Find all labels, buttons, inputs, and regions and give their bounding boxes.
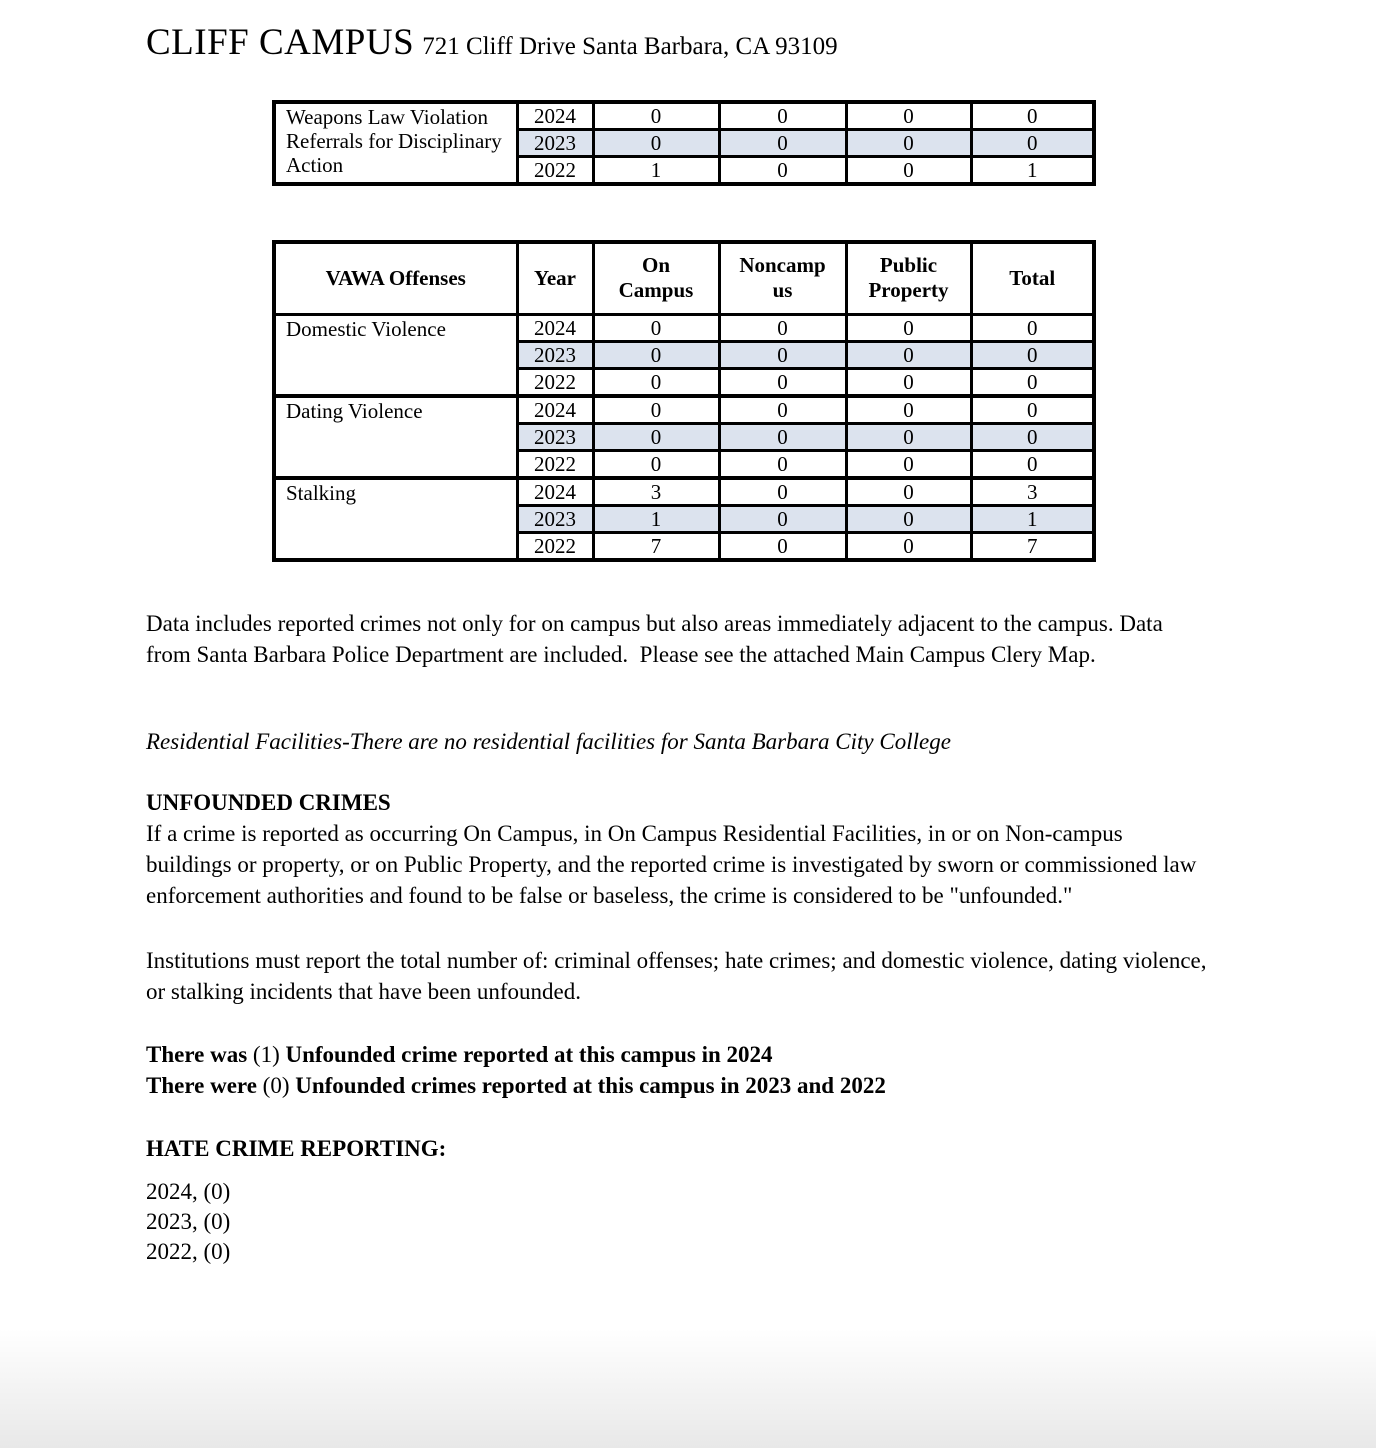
value-cell: 0 [719, 102, 846, 130]
statement-count: (0) [262, 1072, 290, 1098]
value-cell: 0 [846, 423, 971, 450]
value-cell: 7 [971, 532, 1094, 560]
column-header-vawa-offenses: VAWA Offenses [274, 242, 517, 314]
year-cell: 2023 [517, 130, 593, 157]
unfounded-crimes-body: If a crime is reported as occurring On Campus, in On Campus Residential Facilities, in or on Non-campus buildings or property, or on Public Property, and the reported crime is investigated by sworn or commissioned law enforcement authorities and found to be false or baseless, the crime is considered to be "unfounded." [146, 820, 1197, 908]
table-row [274, 314, 1094, 341]
year-cell: 2024 [517, 314, 593, 341]
value-cell: 0 [846, 102, 971, 130]
year-cell: 2022 [517, 157, 593, 185]
value-cell: 0 [719, 450, 846, 478]
table-row [274, 102, 1094, 130]
value-cell: 3 [971, 478, 1094, 506]
year-cell: 2024 [517, 478, 593, 506]
value-cell: 0 [719, 505, 846, 532]
value-cell: 0 [971, 368, 1094, 396]
value-cell: 0 [846, 130, 971, 157]
offense-label-cell: Domestic Violence [274, 314, 517, 396]
value-cell: 0 [593, 423, 719, 450]
column-header-label: Noncampus [739, 253, 826, 303]
hate-crime-year-line: 2022, (0) [146, 1238, 231, 1264]
value-cell: 0 [846, 314, 971, 341]
value-cell: 0 [971, 102, 1094, 130]
column-header-label: On Campus [618, 253, 694, 303]
statement-prefix: There were [146, 1072, 263, 1098]
statement-count: (1) [252, 1041, 280, 1067]
table-row [274, 478, 1094, 506]
hate-crime-reporting-heading: HATE CRIME REPORTING: [146, 1135, 447, 1161]
offense-label-cell: Stalking [274, 478, 517, 560]
value-cell: 0 [719, 532, 846, 560]
year-cell: 2023 [517, 341, 593, 368]
hate-crime-year-line: 2024, (0) [146, 1178, 231, 1204]
value-cell: 0 [846, 341, 971, 368]
year-cell: 2022 [517, 368, 593, 396]
value-cell: 3 [593, 478, 719, 506]
value-cell: 0 [846, 396, 971, 424]
value-cell: 0 [846, 478, 971, 506]
value-cell: 1 [971, 505, 1094, 532]
year-cell: 2024 [517, 102, 593, 130]
weapons-table [272, 100, 1096, 186]
value-cell: 0 [846, 505, 971, 532]
column-header-year: Year [517, 242, 593, 314]
value-cell: 0 [846, 157, 971, 185]
statement-suffix: Unfounded crime reported at this campus in 2024 [279, 1041, 773, 1067]
value-cell: 0 [719, 396, 846, 424]
value-cell: 0 [593, 368, 719, 396]
statement-suffix: Unfounded crimes reported at this campus in 2023 and 2022 [289, 1072, 886, 1098]
hate-crime-year-line: 2023, (0) [146, 1208, 231, 1234]
offense-label-cell: Dating Violence [274, 396, 517, 478]
value-cell: 0 [971, 450, 1094, 478]
value-cell: 0 [719, 130, 846, 157]
value-cell: 0 [719, 423, 846, 450]
vawa-table [272, 240, 1096, 562]
value-cell: 0 [593, 341, 719, 368]
page-bottom-fade [0, 1328, 1376, 1448]
table-row [274, 396, 1094, 424]
unfounded-statements [146, 1039, 1212, 1101]
value-cell: 0 [846, 532, 971, 560]
page-header [146, 0, 1376, 64]
value-cell: 0 [971, 341, 1094, 368]
year-cell: 2024 [517, 396, 593, 424]
value-cell: 0 [971, 130, 1094, 157]
value-cell: 1 [971, 157, 1094, 185]
value-cell: 0 [593, 102, 719, 130]
statement-prefix: There was [146, 1041, 253, 1067]
value-cell: 1 [593, 157, 719, 185]
value-cell: 0 [719, 341, 846, 368]
unfounded-statement-2023-2022 [146, 1070, 1212, 1101]
value-cell: 0 [971, 423, 1094, 450]
year-cell: 2023 [517, 423, 593, 450]
value-cell: 0 [593, 130, 719, 157]
value-cell: 0 [593, 450, 719, 478]
value-cell: 0 [719, 478, 846, 506]
value-cell: 0 [593, 396, 719, 424]
table-header-row [274, 242, 1094, 314]
page-title: CLIFF CAMPUS [146, 22, 415, 63]
year-cell: 2023 [517, 505, 593, 532]
year-cell: 2022 [517, 450, 593, 478]
data-note-paragraph: Data includes reported crimes not only for on campus but also areas immediately adjacent to the campus. Data from Santa Barbara Police Department are included. Please see the attached Main Campus Clery Map. [146, 610, 1169, 667]
value-cell: 0 [846, 368, 971, 396]
value-cell: 0 [719, 368, 846, 396]
value-cell: 1 [593, 505, 719, 532]
campus-address: 721 Cliff Drive Santa Barbara, CA 93109 [422, 33, 838, 60]
column-header-on-campus [593, 242, 719, 314]
column-header-total: Total [971, 242, 1094, 314]
institutions-report-paragraph: Institutions must report the total number of: criminal offenses; hate crimes; and domestic violence, dating violence, or stalking incidents that have been unfounded. [146, 947, 1207, 1004]
value-cell: 0 [846, 450, 971, 478]
year-cell: 2022 [517, 532, 593, 560]
value-cell: 7 [593, 532, 719, 560]
column-header-noncampus [719, 242, 846, 314]
residential-facilities-note: Residential Facilities-There are no residential facilities for Santa Barbara City College [146, 728, 951, 754]
hate-crime-year-list [146, 1177, 1212, 1267]
unfounded-statement-2024 [146, 1039, 1212, 1070]
value-cell: 0 [593, 314, 719, 341]
column-header-public-property: Public Property [846, 242, 971, 314]
value-cell: 0 [971, 314, 1094, 341]
unfounded-crimes-heading: UNFOUNDED CRIMES [146, 789, 391, 815]
value-cell: 0 [971, 396, 1094, 424]
value-cell: 0 [719, 314, 846, 341]
value-cell: 0 [719, 157, 846, 185]
offense-label-cell: Weapons Law Violation Referrals for Disciplinary Action [274, 102, 517, 184]
